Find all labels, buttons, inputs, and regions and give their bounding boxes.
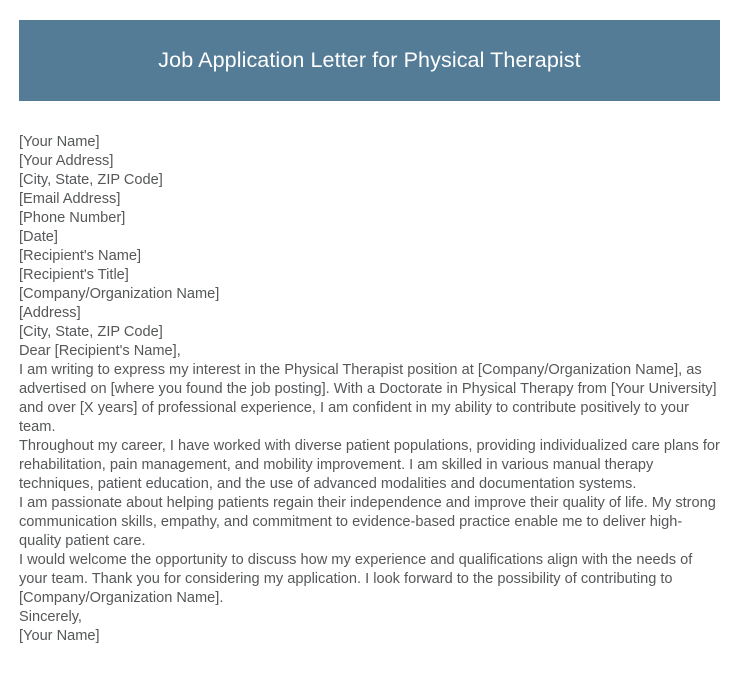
sender-line-phone: [Phone Number] [19, 210, 126, 226]
page-title: Job Application Letter for Physical Therapist [158, 47, 581, 72]
recipient-line-company: [Company/Organization Name] [19, 286, 220, 302]
sender-line-name: [Your Name] [19, 134, 100, 150]
paragraph-motivation: I am passionate about helping patients regain their independence and improve their quality of life. My strong communication skills, empathy, and commitment to evidence-based practice enable me to deliver high-quality patient care. [19, 495, 716, 549]
recipient-line-address: [Address] [19, 305, 81, 321]
sender-line-address: [Your Address] [19, 153, 114, 169]
recipient-address-block [19, 247, 721, 342]
paragraph-intro: I am writing to express my interest in the Physical Therapist position at [Company/Organization Name], as advertised on [where you found the job posting]. With a Doctorate in Physical Therapy from [Your University] and over [X years] of professional experience, I am confident in my ability to contribute positively to your team. [19, 362, 717, 435]
paragraph-closing-request: I would welcome the opportunity to discuss how my experience and qualifications align with the needs of your team. Thank you for considering my application. I look forward to the possibility of contributing to [Company/Organization Name]. [19, 552, 693, 606]
recipient-line-city-state-zip: [City, State, ZIP Code] [19, 324, 163, 340]
sender-line-email: [Email Address] [19, 191, 121, 207]
sender-line-city-state-zip: [City, State, ZIP Code] [19, 172, 163, 188]
recipient-line-title: [Recipient's Title] [19, 267, 129, 283]
sender-line-date: [Date] [19, 229, 58, 245]
document-header-banner [19, 20, 720, 101]
paragraph-experience: Throughout my career, I have worked with diverse patient populations, providing individualized care plans for rehabilitation, pain management, and mobility improvement. I am skilled in various manual therapy techniques, patient education, and the use of advanced modalities and documentation systems. [19, 438, 720, 492]
sender-address-block [19, 133, 721, 247]
salutation: Dear [Recipient's Name], [19, 343, 181, 359]
closing-salutation: Sincerely, [19, 609, 82, 625]
signature-name: [Your Name] [19, 628, 100, 644]
recipient-line-name: [Recipient's Name] [19, 248, 142, 264]
letter-body [19, 133, 721, 646]
